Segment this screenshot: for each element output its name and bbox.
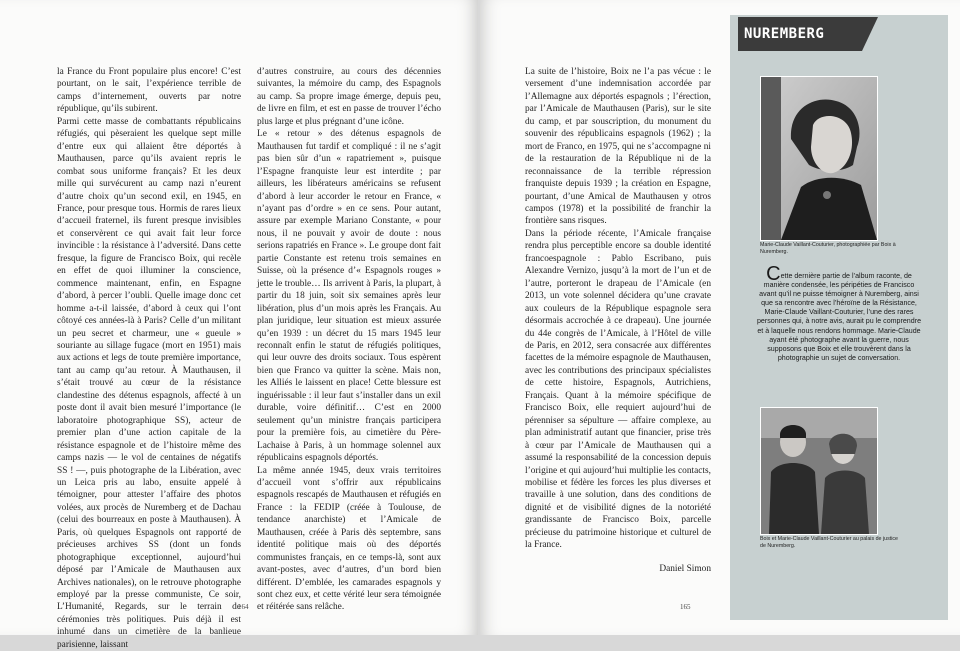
banner-title: NUREMBERG — [744, 26, 825, 42]
paragraph: d’autres construire, au cours des décennies suivantes, la mémoire du camp, des Espagnols au camp. Sa propre image émerge, depuis peu, de livre en film, et est en passe de trouver l’écho plus large et plus prégnant d’une icône. — [257, 67, 441, 127]
portrait-photo — [760, 76, 878, 241]
page-number-right: 165 — [680, 603, 691, 611]
paragraph: La suite de l’histoire, Boix ne l’a pas vécue : le versement d’une indemnisation accordée par l’Allemagne aux déportés espagnols ; l’érection, par l’Amicale de Mauthausen (Paris), sur le site du camp, et par souscription, du monument du souvenir des républicains espagnols (1962) ; la mort de Franco, en 1975, qui ne s’accompagne ni de la restauration de la République ni de la reconnaissance de la terrible répression franquiste depuis 1939 ; la création en Espagne, pourtant, d’une Amical de Mauthausen y otros campos (1978) et la possibilité de franchir la frontière sans risques. — [525, 67, 711, 227]
page-number-left: 164 — [238, 603, 249, 611]
left-column-1 — [57, 66, 241, 651]
paragraph: Le « retour » des détenus espagnols de Mauthausen fut tardif et compliqué : il ne s’agit pas bien sûr d’un « rapatriement », puisque l’Espagne franquiste leur est interdite ; par ailleurs, les libérateurs américains se refusent d’abord à leur accorder le retour en France, « n’ayant pas d’ordre » en ce sens. Pour autant, assure par exemple Mariano Constante, « pour nous, il ne pouvait y avoir de doute : nous serions rapatriés en France ». Le groupe dont fait partie Constante est retenu trois semaines en Suisse, où la présence d’« Espagnols rouges » jette le trouble… Ils arrivent à Paris, la plupart, à partir du 18 juin, soit six semaines après leur libération, plus d’un mois après les Français. Au plan juridique, leur situation est mieux assurée qu’en 1939 : un décret du 15 mars 1945 leur reconnaît enfin le statut de réfugiés politiques, qui leur ouvre des droits sociaux. Tous espèrent bien que Franco va quitter la scène. Mais non, les Alliés le laissent en place! Cette blessure est inguérissable : il leur faut s’installer dans un exil durable, voire définitif… C’est en 2000 seulement qu’un ministre français participera pour la première fois, au cimetière du Père-Lachaise à Paris, à un hommage solennel aux républicains espagnols déportés. — [257, 129, 441, 464]
paragraph: Dans la période récente, l’Amicale française rendra plus perceptible encore sa double identité francoespagnole : Pablo Escribano, puis Alexandre Vernizo, jusqu’à la mort de l’un et de l’autre, porteront le drapeau de l’Amicale (en 2013, un vote solennel décidera qu’une cravate aux couleurs de la République espagnole sera désormais accrochée à ce drapeau). Une journée du 44e congrès de l’Amicale, à l’Hôtel de ville de Paris, en 2012, sera consacrée aux différentes facettes de la mémoire espagnole de Mauthausen, avec les contributions des principaux spécialistes de cette histoire, Espagnols, Autrichiens, Français. Quant à la mémoire spécifique de Francisco Boix, elle requiert aujourd’hui de pérenniser sa sépulture — affaire complexe, au plan administratif autant que financier, prise très à cœur par l’Amicale de Mauthausen qui a assumé la responsabilité de la concession depuis l’origine et qui aujourd’hui multiplie les contacts, mobilise et fédère les forces les plus diverses et travaille à une solution, dans des conditions de dignité et de visibilité dignes de la notoriété grandissante de Francisco Boix, parcelle précieuse du patrimoine historique et culturel de la France. — [525, 228, 711, 551]
left-column-2 — [257, 66, 441, 614]
right-column — [525, 66, 711, 575]
sidebar-intro — [756, 263, 922, 363]
paragraph: La même année 1945, deux vrais territoires d’accueil vont s’offrir aux républicains espagnols rescapés de Mauthausen et réfugiés en France : la FEDIP (créée à Toulouse, de tendance anarchiste) et l’Amicale de Mauthausen, créée à Paris dès septembre, sans identité politique mais où des déportés communistes français, en ce temps-là, sont aux avant-postes, avec d’autres, d’un bord bien différent. D’emblée, les camarades espagnols y sont chez eux, et cette vérité leur sera témoignée et réitérée sans relâche. — [257, 465, 441, 613]
sidebar-intro-text: ette dernière partie de l’album raconte, de manière condensée, les péripéties de Francisco avant qu’il ne puisse témoigner à Nuremberg, ainsi que sa rencontre avec l’héroïne de la Résistance, Marie-Claude Vaillant-Couturier, l’une des rares personnes qui, à notre avis, aurait pu le comprendre et à laquelle nous rendons hommage. Marie-Claude ayant été photographe avant la guerre, nous supposons que Boix et elle trouvèrent dans la photographie un sujet de conversation. — [756, 272, 922, 362]
drop-cap: C — [766, 263, 781, 285]
author-signature: Daniel Simon — [659, 563, 711, 574]
left-page — [0, 0, 478, 650]
courtroom-photo — [760, 407, 878, 535]
paragraph: la France du Front populaire plus encore! C’est pourtant, on le sait, l’expérience terrible de camps d’internement, ouverts par notre république, qu’ils subirent. — [57, 67, 241, 115]
courtroom-caption: Boix et Marie-Claude Vaillant-Couturier au palais de justice de Nuremberg. — [760, 536, 898, 549]
paragraph: Parmi cette masse de combattants républicains réfugiés, qui pèseraient les quelque sept mille d’entre eux qui allaient être déportés à Mauthausen, parce qu’ils avaient repris le combat sous uniforme français? Et les deux mille qui survécurent au camp nazi n’eurent d’autre choix qu’un second exil, en 1945, en France, pour presque tous. Hormis de rares lieux d’accueil fraternel, ils furent presque invisibles et conservèrent ce qui avait fait leur force invincible : la résistance à l’adversité. Dans cette fresque, la figure de Francisco Boix, qui recèle en effet de quoi illuminer la conscience, commence maintenant, enfin, en Espagne d’abord, à percer l’oubli. Quelle image donc cet homme a-t-il laissée, d’abord à ceux qui l’ont côtoyé ces années-là à Paris? Celle d’un militant un peu secret et charmeur, une « gueule » souriante au sillage fugace (mort en 1951) mais aux actions et legs de toute première importance, tant au camp qu’au retour. À Mauthausen, il s’était trouvé au cœur de la résistance clandestine des détenus espagnols, affecté à un poste dont il avait bien mesuré l’importance (le laboratoire photographique SS), acteur de premier plan d’une action capitale de la résistance espagnole et de l’histoire même des camps nazis — le vol de centaines de négatifs SS ! —, puis photographe de la Libération, avec un Leica pris au labo, ensuite appelé à témoigner, pour attester l’affaire des photos volées, aux procès de Nuremberg et de Dachau (celui des bourreaux en poste à Mauthausen). À Paris, où quelques Espagnols ont rapporté de précieuses archives SS (dont un fonds photographique exceptionnel, aujourd’hui déposé par l’Amicale de Mauthausen aux Archives nationales), on le retrouve photographe employé par la presse communiste, Ce soir, L’Humanité, Regards, sur le terrain de cérémonies très politiques. Puis déjà il est inhumé dans un cimetière de la banlieue parisienne, laissant — [57, 116, 241, 650]
portrait-caption: Marie-Claude Vaillant-Couturier, photographiée par Boix à Nuremberg. — [760, 242, 896, 255]
portrait-image — [761, 77, 877, 240]
courtroom-image — [761, 408, 877, 534]
